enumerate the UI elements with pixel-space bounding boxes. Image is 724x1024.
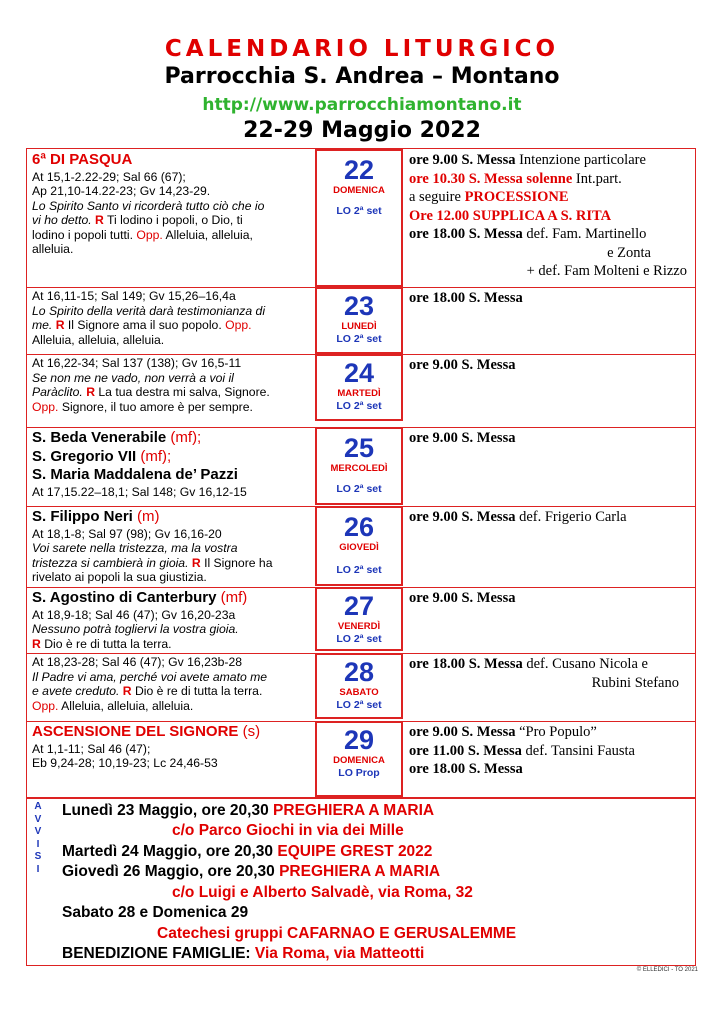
readings <box>27 506 313 587</box>
saint-name: S. Agostino di Canterbury <box>32 589 217 606</box>
alt-response: Alleluia, alleluia, <box>165 227 253 242</box>
psalm-response: rivelato ai popoli la sua giustizia. <box>32 570 207 584</box>
feast-type: (m) <box>137 508 160 525</box>
day-box <box>315 287 403 354</box>
saint-name: S. Beda Venerabile <box>32 429 167 446</box>
mass-schedule <box>405 427 695 450</box>
day-number: 22 <box>343 155 375 185</box>
day-row-27 <box>27 587 695 651</box>
notices-box <box>26 798 696 966</box>
page-title: CALENDARIO LITURGICO <box>164 36 560 62</box>
feast-type: (mf) <box>220 589 248 606</box>
psalm-response: Ti lodino i popoli, o Dio, ti <box>107 213 243 227</box>
liturgy-of-hours: LO 2ª set <box>336 333 382 345</box>
mass-schedule <box>405 354 695 377</box>
liturgy-of-hours: LO 2ª set <box>336 483 382 495</box>
alt-response: Alleluia, alleluia, alleluia. <box>61 698 194 713</box>
day-number: 28 <box>343 657 375 687</box>
reading-ref: At 1,1-11; Sal 46 (47); <box>32 741 151 756</box>
response-marker: R <box>86 385 96 399</box>
readings <box>27 149 313 259</box>
saint-title: ASCENSIONE DEL SIGNORE <box>32 723 239 740</box>
day-name: MARTEDÌ <box>337 388 381 399</box>
liturgy-of-hours: LO 2ª set <box>336 400 382 412</box>
readings <box>27 721 313 773</box>
liturgy-of-hours: LO 2ª set <box>336 699 382 711</box>
saint-title: 6ª DI PASQUA <box>32 151 133 168</box>
notices-letter: V <box>34 813 42 825</box>
notice-line: Sabato 28 e Domenica 29 <box>62 904 249 921</box>
readings <box>27 287 313 349</box>
notice-line: Lunedì 23 Maggio, ore 20,30 PREGHIERA A MARIA <box>62 802 435 819</box>
psalm-response: Il Signore ha <box>204 555 273 570</box>
notice-line: Catechesi gruppi CAFARNAO E GERUSALEMME <box>157 925 517 942</box>
day-row-25 <box>27 427 695 505</box>
response-marker: R <box>122 684 132 698</box>
mass-schedule <box>405 149 695 283</box>
day-name: SABATO <box>339 687 379 698</box>
readings <box>27 653 313 715</box>
reading-ref: At 18,9-18; Sal 46 (47); Gv 16,20-23a <box>32 607 236 622</box>
psalm-response: lodino i popoli tutti. <box>32 227 133 242</box>
feast-type: (mf); <box>170 429 202 446</box>
gospel-verse: e avete creduto. <box>32 684 120 698</box>
mass-time: ore 18.00 S. Messa <box>409 656 523 672</box>
liturgy-of-hours: LO Prop <box>338 767 380 779</box>
mass-intention: def. Tansini Fausta <box>525 742 635 759</box>
mass-intention: Rubini Stefano <box>591 674 679 691</box>
notices-label <box>31 801 45 876</box>
day-number: 24 <box>343 358 375 388</box>
day-number: 23 <box>343 291 375 321</box>
notice-line: BENEDIZIONE FAMIGLIE: Via Roma, via Matteotti <box>62 945 425 962</box>
psalm-response: Dio è re di tutta la terra. <box>44 636 172 651</box>
day-number: 25 <box>343 433 375 463</box>
mass-time: ore 9.00 S. Messa <box>409 357 516 373</box>
mass-schedule <box>405 287 695 310</box>
day-name: MERCOLEDÌ <box>330 463 388 474</box>
gospel-verse: vi ho detto. <box>32 213 92 227</box>
day-row-23 <box>27 287 695 354</box>
notices-letter: A <box>34 801 42 812</box>
psalm-response: Il Signore ama il suo popolo. <box>67 318 222 332</box>
mass-time: ore 11.00 S. Messa <box>409 742 522 759</box>
notice-line: Giovedì 26 Maggio, ore 20,30 PREGHIERA A MARIA <box>62 863 441 880</box>
mass-intention: def. Fam. Martinello <box>526 226 647 242</box>
psalm-response: Dio è re di tutta la terra. <box>135 684 263 698</box>
mass-time: ore 18.00 S. Messa <box>409 290 523 306</box>
saint-name: S. Filippo Neri <box>32 508 133 525</box>
reading-ref: Ap 21,10-14.22-23; Gv 14,23-29. <box>32 184 211 198</box>
response-marker: R <box>32 636 41 651</box>
liturgy-of-hours: LO 2ª set <box>336 564 382 576</box>
mass-time: ore 9.00 S. Messa <box>409 430 516 446</box>
opp-marker: Opp. <box>32 698 59 713</box>
reading-ref: At 16,22-34; Sal 137 (138); Gv 16,5-11 <box>32 356 242 370</box>
mass-time: ore 9.00 S. Messa <box>409 509 516 525</box>
mass-schedule <box>405 587 695 610</box>
mass-schedule <box>405 653 695 694</box>
supplica-label: Ore 12.00 SUPPLICA A S. RITA <box>409 207 612 224</box>
day-row-22 <box>27 149 695 287</box>
mass-intention: Intenzione particolare <box>519 152 646 168</box>
gospel-verse: tristezza si cambierà in gioia. <box>32 555 189 570</box>
response-marker: R <box>55 318 65 332</box>
parish-url[interactable]: http://www.parrocchiamontano.it <box>202 95 522 115</box>
gospel-verse: Se non me ne vado, non verrà a voi il <box>32 370 234 385</box>
day-box <box>315 506 403 586</box>
reading-ref: Eb 9,24-28; 10,19-23; Lc 24,46-53 <box>32 756 218 770</box>
day-box <box>315 427 403 505</box>
day-row-26 <box>27 506 695 586</box>
gospel-verse: Nessuno potrà togliervi la vostra gioia. <box>32 622 239 636</box>
mass-time: ore 9.00 S. Messa <box>409 590 516 606</box>
day-box <box>315 721 403 797</box>
readings <box>27 354 313 416</box>
day-row-24 <box>27 354 695 421</box>
notice-line: c/o Parco Giochi in via dei Mille <box>172 822 404 839</box>
copyright: © ELLEDICI - TO 2021 <box>636 967 698 973</box>
notice-line: c/o Luigi e Alberto Salvadè, via Roma, 32 <box>172 884 473 901</box>
liturgy-of-hours: LO 2ª set <box>336 633 382 645</box>
psalm-response: La tua destra mi salva, Signore. <box>98 385 270 399</box>
opp-marker: Opp. <box>136 227 163 242</box>
day-number: 27 <box>343 591 375 621</box>
saint-name: S. Maria Maddalena de’ Pazzi <box>32 466 238 483</box>
day-name: DOMENICA <box>333 185 385 196</box>
response-marker: R <box>95 213 104 227</box>
mass-time: ore 10.30 S. Messa solenne <box>409 170 573 187</box>
gospel-verse: Il Padre vi ama, perché voi avete amato me <box>32 669 268 684</box>
day-name: LUNEDÌ <box>341 321 377 332</box>
day-number: 26 <box>343 512 375 542</box>
calendar-table <box>26 148 696 798</box>
mass-time: ore 9.00 S. Messa <box>409 724 516 740</box>
saint-name: S. Gregorio VII <box>32 447 137 465</box>
day-name: VENERDÌ <box>337 621 381 632</box>
notices-letter: V <box>34 826 42 837</box>
day-box <box>315 587 403 651</box>
mass-schedule <box>405 506 695 529</box>
mass-schedule <box>405 721 695 781</box>
mass-intention: Int.part. <box>575 170 622 187</box>
gospel-verse: Voi sarete nella tristezza, ma la vostra <box>32 541 238 555</box>
reading-ref: At 18,23-28; Sal 46 (47); Gv 16,23b-28 <box>32 655 243 669</box>
readings <box>27 427 313 501</box>
day-box <box>315 653 403 719</box>
gospel-verse: Paràclito. <box>32 385 83 399</box>
reading-ref: At 15,1-2.22-29; Sal 66 (67); <box>32 169 186 184</box>
reading-ref: At 16,11-15; Sal 149; Gv 15,26–16,4a <box>32 289 236 303</box>
day-row-29 <box>27 721 695 799</box>
feast-type: (mf); <box>140 447 172 465</box>
date-range: 22-29 Maggio 2022 <box>243 118 481 143</box>
reading-ref: At 17,15.22–18,1; Sal 148; Gv 16,12-15 <box>32 484 247 499</box>
liturgy-of-hours: LO 2ª set <box>336 205 382 217</box>
reading-ref: At 18,1-8; Sal 97 (98); Gv 16,16-20 <box>32 526 222 541</box>
feast-type: (s) <box>242 723 261 740</box>
day-box <box>315 149 403 287</box>
opp-marker: Opp. <box>32 399 59 414</box>
procession-label: PROCESSIONE <box>464 189 569 205</box>
mass-intention: + def. Fam Molteni e Rizzo <box>526 263 687 279</box>
mass-intention: def. Frigerio Carla <box>519 509 627 525</box>
mass-time: ore 18.00 S. Messa <box>409 226 523 242</box>
day-name: GIOVEDÌ <box>339 542 379 553</box>
day-name: DOMENICA <box>333 755 385 766</box>
readings <box>27 587 313 653</box>
mass-time: ore 18.00 S. Messa <box>409 761 523 777</box>
parish-name: Parrocchia S. Andrea – Montano <box>164 64 560 89</box>
mass-time: ore 9.00 S. Messa <box>409 152 516 168</box>
notices-letter: S <box>34 851 42 862</box>
notices-letter: I <box>36 838 40 850</box>
mass-intention: e Zonta <box>607 244 651 261</box>
alt-response: Alleluia, alleluia, alleluia. <box>32 332 165 347</box>
response-marker: R <box>191 555 201 570</box>
day-row-28 <box>27 653 695 719</box>
notices-letter: I <box>36 863 40 875</box>
notice-line: Martedì 24 Maggio, ore 20,30 EQUIPE GREST 2022 <box>62 843 433 860</box>
opp-marker: Opp. <box>225 318 252 332</box>
procession-note: a seguire <box>409 189 461 205</box>
alt-response: Signore, il tuo amore è per sempre. <box>61 399 253 414</box>
mass-intention: def. Cusano Nicola e <box>526 656 648 672</box>
alt-response: alleluia. <box>32 242 74 256</box>
day-box <box>315 354 403 421</box>
gospel-verse: me. <box>32 318 53 332</box>
day-number: 29 <box>343 725 375 755</box>
gospel-verse: Lo Spirito della verità darà testimonianza di <box>32 303 266 318</box>
gospel-verse: Lo Spirito Santo vi ricorderà tutto ciò che io <box>32 198 265 213</box>
mass-intention: “Pro Populo” <box>519 724 597 740</box>
